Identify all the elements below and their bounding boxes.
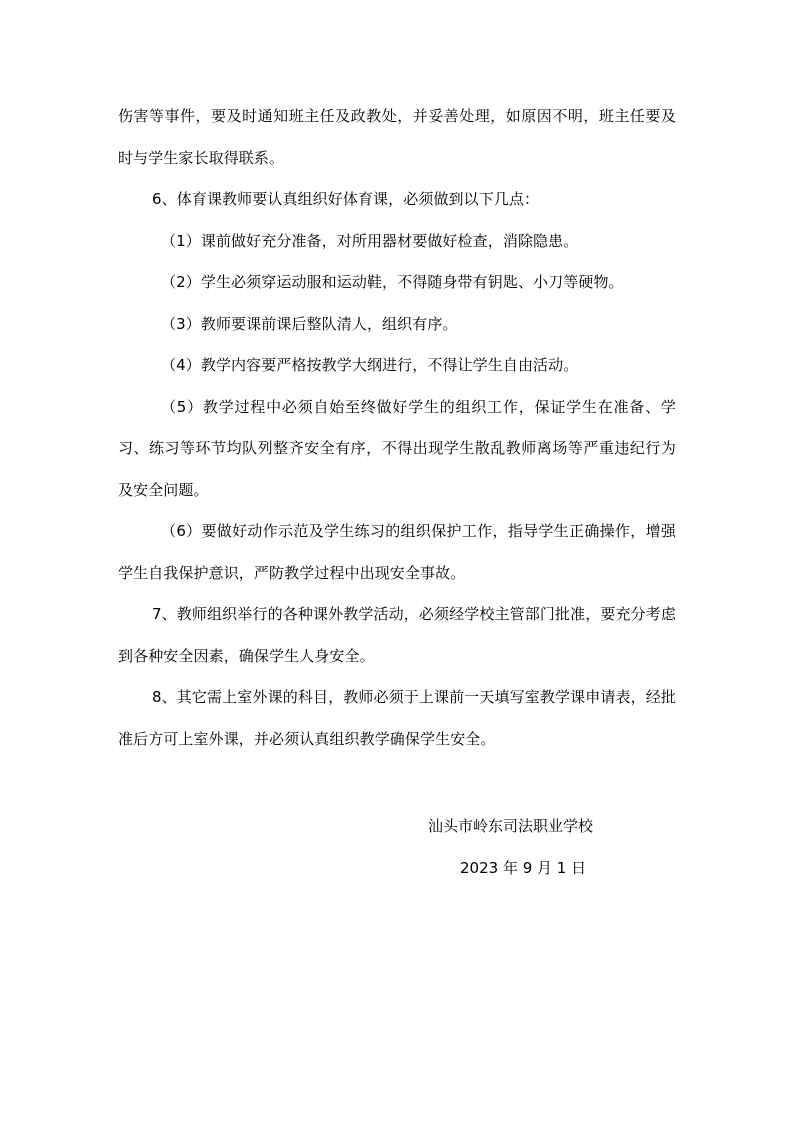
- paragraph-continuation: 伤害等事件，要及时通知班主任及政教处，并妥善处理，如原因不明，班主任要及时与学生家长取得联系。: [118, 107, 676, 167]
- paragraph-item-6: 6、体育课教师要认真组织好体育课，必须做到以下几点：: [152, 190, 540, 208]
- paragraph-item-6-5: （5）教学过程中必须自始至终做好学生的组织工作，保证学生在准备、学习、练习等环节均队列整齐安全有序，不得出现学生散乱教师离场等严重违纪行为及安全问题。: [118, 397, 676, 499]
- signature-organization: 汕头市岭东司法职业学校: [428, 817, 594, 835]
- paragraph-item-6-1: （1）课前做好充分准备，对所用器材要做好检查，消除隐患。: [161, 231, 579, 250]
- paragraph-item-6-2: （2）学生必须穿运动服和运动鞋，不得随身带有钥匙、小刀等硬物。: [161, 273, 624, 291]
- paragraph-item-6-3: （3）教师要课前课后整队清人，组织有序。: [161, 314, 458, 333]
- document-body: [118, 96, 676, 760]
- paragraph-item-7: 7、教师组织举行的各种课外教学活动，必须经学校主管部门批准，要充分考虑到各种安全因素，确保学生人身安全。: [118, 605, 676, 665]
- paragraph-item-6-4: （4）教学内容要严格按教学大纲进行，不得让学生自由活动。: [161, 356, 579, 374]
- paragraph-item-8: 8、其它需上室外课的科目，教师必须于上课前一天填写室教学课申请表，经批准后方可上室外课，并必须认真组织教学确保学生安全。: [118, 688, 676, 748]
- paragraph-item-6-6: （6）要做好动作示范及学生练习的组织保护工作，指导学生正确操作，增强学生自我保护意识，严防教学过程中出现安全事故。: [118, 522, 676, 582]
- signature-date: 2023 年 9 月 1 日: [460, 859, 587, 877]
